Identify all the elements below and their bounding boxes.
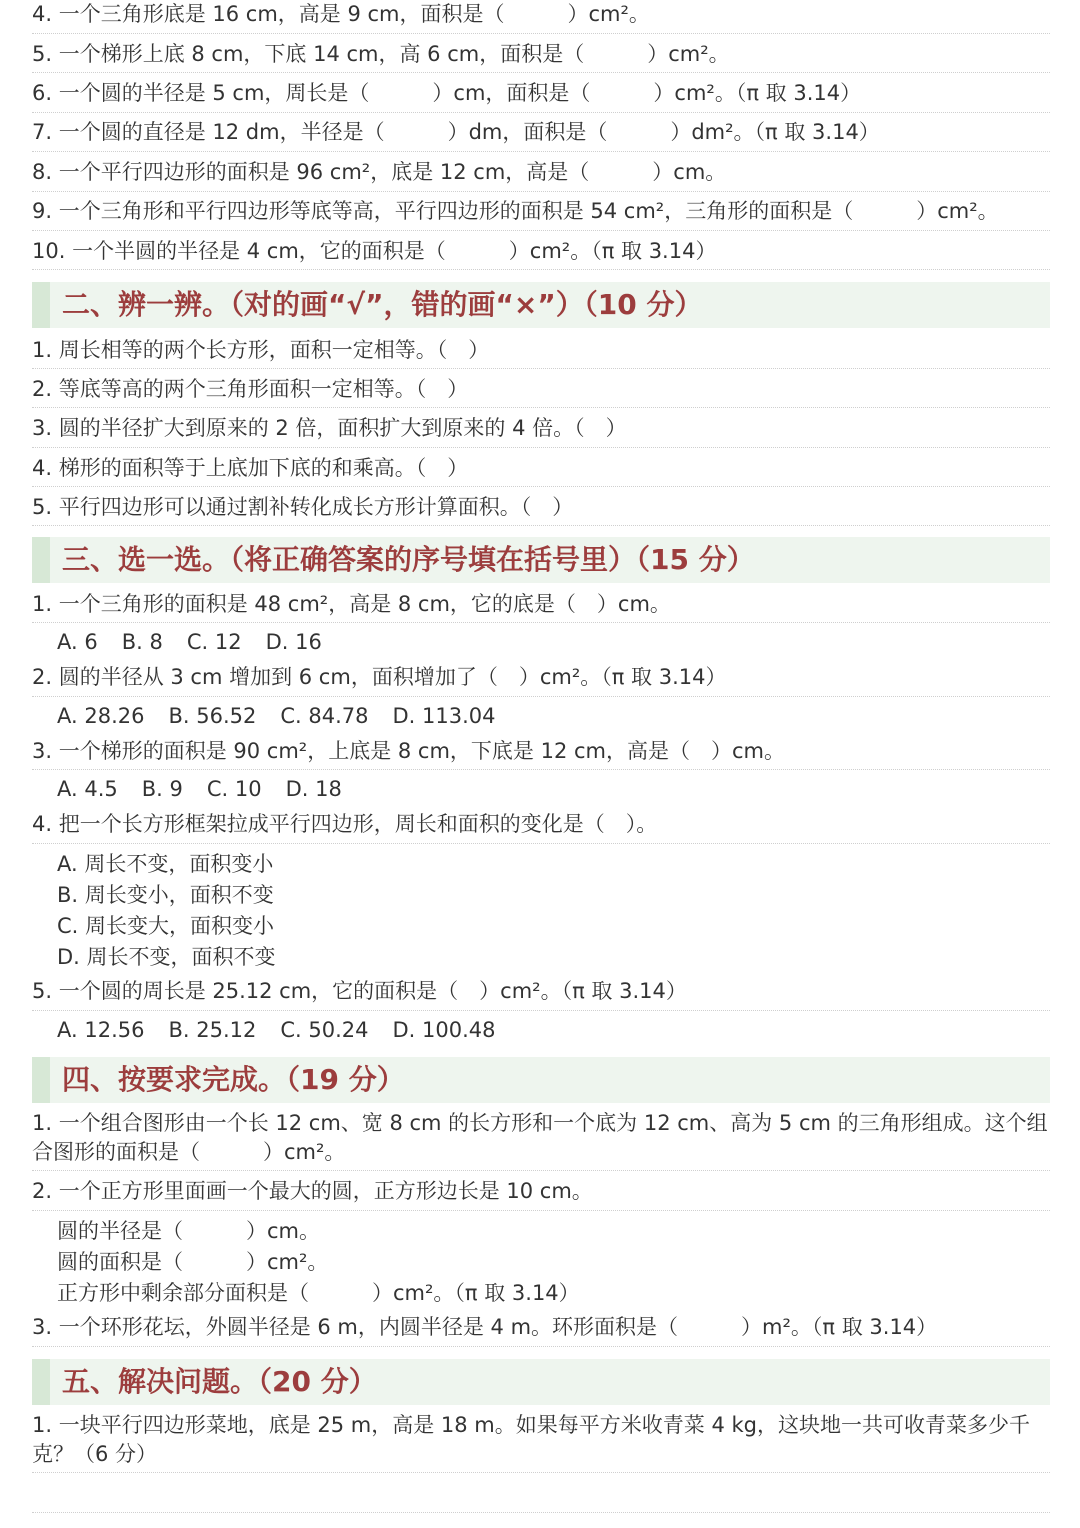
choice-question-1: 1. 一个三角形的面积是 48 cm²，高是 8 cm，它的底是（ ）cm。 — [32, 592, 671, 616]
fill-question-8: 8. 一个平行四边形的面积是 96 cm²，底是 12 cm，高是（ ）cm。 — [32, 160, 727, 184]
section-header-judge — [32, 282, 1050, 328]
option-c: C. 84.78 — [280, 704, 369, 728]
option-b: B. 25.12 — [168, 1018, 257, 1042]
fill-question-9: 9. 一个三角形和平行四边形等底等高，平行四边形的面积是 54 cm²，三角形的面积是（ ）cm²。 — [32, 199, 999, 223]
choice-options-5 — [57, 1016, 496, 1044]
option-c: C. 周长变大，面积变小 — [57, 914, 275, 938]
choice-question-2: 2. 圆的半径从 3 cm 增加到 6 cm，面积增加了（ ）cm²。（π 取 3.14） — [32, 665, 727, 689]
section-title: 二、辨一辨。（对的画“√”，错的画“×”）（10 分） — [62, 288, 703, 321]
divider — [32, 447, 1050, 448]
divider — [32, 191, 1050, 192]
section-header-choose — [32, 537, 1050, 583]
judge-item-4: 4. 梯形的面积等于上底加下底的和乘高。（ ） — [32, 456, 469, 480]
fill-question-4: 4. 一个三角形底是 16 cm，高是 9 cm，面积是（ ）cm²。 — [32, 2, 650, 26]
option-c: C. 10 — [206, 777, 262, 801]
section-title: 五、解决问题。（20 分） — [62, 1365, 377, 1398]
task-subitem-radius: 圆的半径是（ ）cm。 — [57, 1219, 321, 1243]
divider — [32, 1170, 1050, 1171]
section-accent-bar — [32, 1359, 50, 1405]
section-accent-bar — [32, 537, 50, 583]
answer-line — [32, 1512, 1050, 1513]
divider — [32, 622, 1050, 623]
divider — [32, 1010, 1050, 1011]
divider — [32, 33, 1050, 34]
fill-question-10: 10. 一个半圆的半径是 4 cm，它的面积是（ ）cm²。（π 取 3.14） — [32, 239, 717, 263]
divider — [32, 1210, 1050, 1211]
judge-item-3: 3. 圆的半径扩大到原来的 2 倍，面积扩大到原来的 4 倍。（ ） — [32, 416, 627, 440]
option-a: A. 周长不变，面积变小 — [57, 852, 274, 876]
section-header-complete — [32, 1057, 1050, 1103]
section-accent-bar — [32, 1057, 50, 1103]
option-a: A. 6 — [57, 630, 98, 654]
divider — [32, 769, 1050, 770]
divider — [32, 843, 1050, 844]
option-d: D. 18 — [285, 777, 342, 801]
section-header-solve — [32, 1359, 1050, 1405]
option-c: C. 50.24 — [280, 1018, 369, 1042]
divider — [32, 407, 1050, 408]
choice-question-5: 5. 一个圆的周长是 25.12 cm，它的面积是（ ）cm²。（π 取 3.14） — [32, 979, 687, 1003]
choice-options-1 — [57, 628, 322, 656]
option-d: D. 16 — [265, 630, 322, 654]
divider — [32, 525, 1050, 526]
option-c: C. 12 — [186, 630, 242, 654]
option-b: B. 8 — [121, 630, 163, 654]
task-question-2: 2. 一个正方形里面画一个最大的圆，正方形边长是 10 cm。 — [32, 1179, 593, 1203]
choice-options-2 — [57, 702, 496, 730]
choice-question-4: 4. 把一个长方形框架拉成平行四边形，周长和面积的变化是（ ）。 — [32, 812, 658, 836]
divider — [32, 486, 1050, 487]
divider — [32, 230, 1050, 231]
option-b: B. 56.52 — [168, 704, 257, 728]
choice-options-3 — [57, 775, 342, 803]
divider — [32, 1346, 1050, 1347]
task-question-1: 1. 一个组合图形由一个长 12 cm、宽 8 cm 的长方形和一个底为 12 cm、高为 5 cm 的三角形组成。这个组合图形的面积是（ ）cm²。 — [32, 1111, 1048, 1164]
option-a: A. 4.5 — [57, 777, 118, 801]
judge-item-5: 5. 平行四边形可以通过割补转化成长方形计算面积。（ ） — [32, 495, 574, 519]
option-a: A. 28.26 — [57, 704, 145, 728]
section-accent-bar — [32, 282, 50, 328]
option-d: D. 周长不变，面积不变 — [57, 945, 276, 969]
choice-question-3: 3. 一个梯形的面积是 90 cm²，上底是 8 cm，下底是 12 cm，高是（ ）cm。 — [32, 739, 785, 763]
task-question-3: 3. 一个环形花坛，外圆半径是 6 m，内圆半径是 4 m。环形面积是（ ）m²。（π 取 3.14） — [32, 1315, 938, 1339]
divider — [32, 696, 1050, 697]
judge-item-2: 2. 等底等高的两个三角形面积一定相等。（ ） — [32, 377, 469, 401]
fill-question-6: 6. 一个圆的半径是 5 cm，周长是（ ）cm，面积是（ ）cm²。（π 取 3.14） — [32, 81, 862, 105]
option-b: B. 9 — [141, 777, 183, 801]
section-title: 四、按要求完成。（19 分） — [62, 1063, 405, 1096]
task-subitem-remaining: 正方形中剩余部分面积是（ ）cm²。（π 取 3.14） — [57, 1281, 580, 1305]
divider — [32, 151, 1050, 152]
divider — [32, 269, 1050, 270]
divider — [32, 368, 1050, 369]
divider — [32, 112, 1050, 113]
option-d: D. 100.48 — [392, 1018, 496, 1042]
divider — [32, 1472, 1050, 1473]
option-b: B. 周长变小，面积不变 — [57, 883, 274, 907]
option-d: D. 113.04 — [392, 704, 496, 728]
solve-question-1: 1. 一块平行四边形菜地，底是 25 m，高是 18 m。如果每平方米收青菜 4 kg，这块地一共可收青菜多少千克？（6 分） — [32, 1413, 1030, 1466]
fill-question-7: 7. 一个圆的直径是 12 dm，半径是（ ）dm，面积是（ ）dm²。（π 取 3.14） — [32, 120, 880, 144]
task-subitem-area: 圆的面积是（ ）cm²。 — [57, 1250, 329, 1274]
divider — [32, 72, 1050, 73]
fill-question-5: 5. 一个梯形上底 8 cm，下底 14 cm，高 6 cm，面积是（ ）cm²。 — [32, 42, 730, 66]
option-a: A. 12.56 — [57, 1018, 145, 1042]
section-title: 三、选一选。（将正确答案的序号填在括号里）（15 分） — [62, 543, 755, 576]
judge-item-1: 1. 周长相等的两个长方形，面积一定相等。（ ） — [32, 338, 490, 362]
